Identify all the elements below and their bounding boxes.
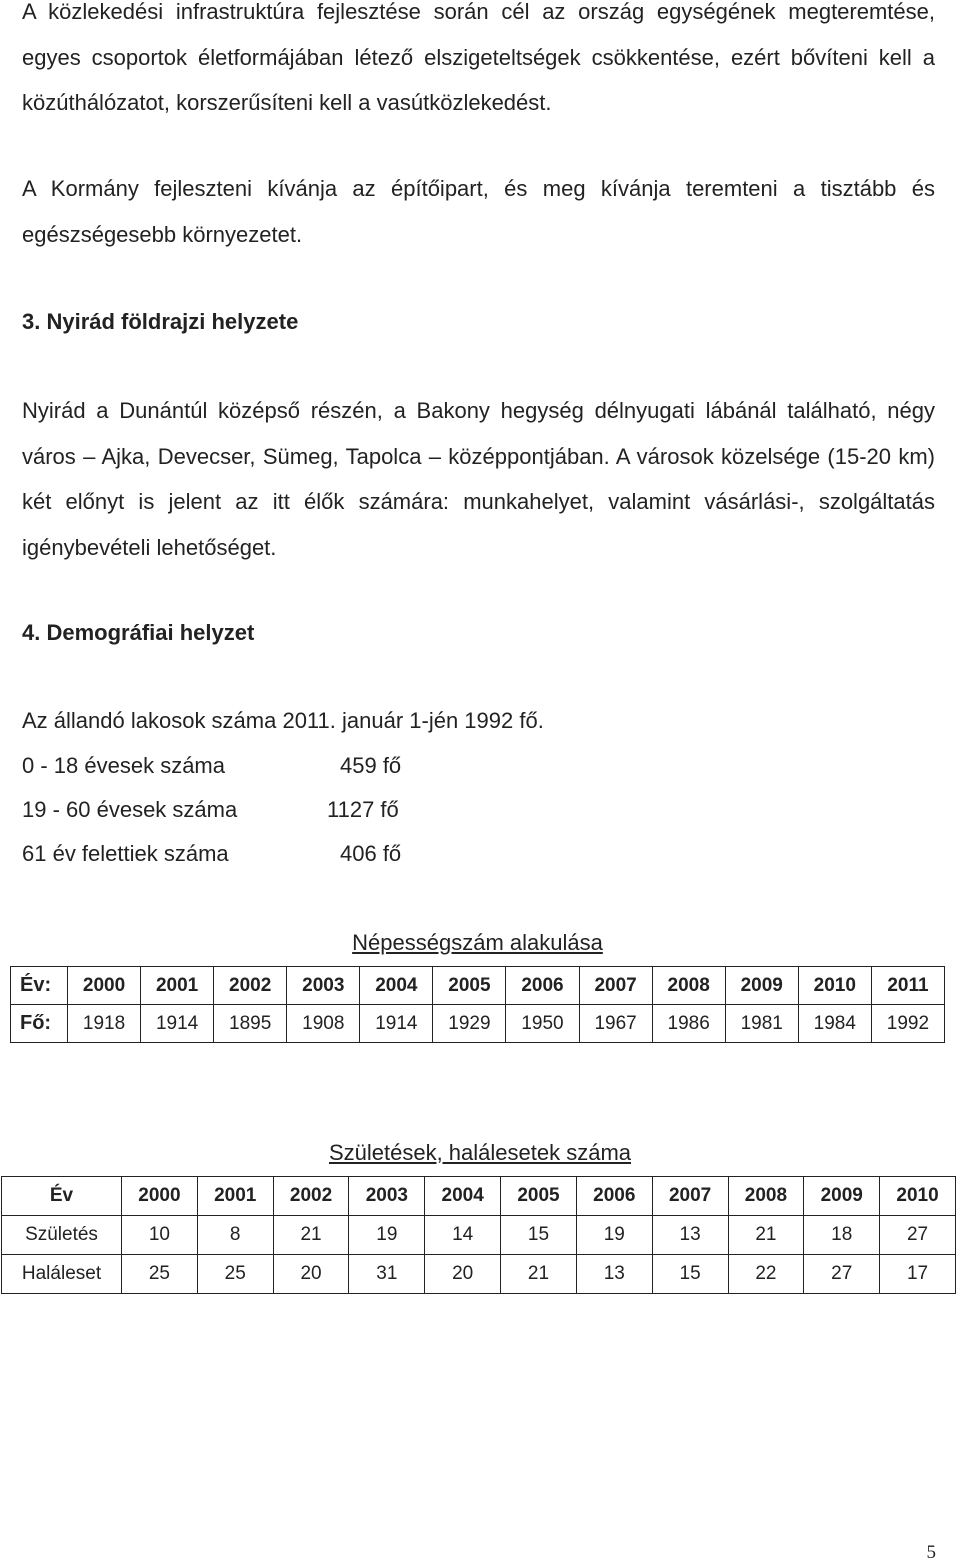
deaths-cell: 31 — [349, 1255, 425, 1294]
population-cell: 1967 — [579, 1005, 652, 1043]
population-cell: 1950 — [506, 1005, 579, 1043]
births-cell: 21 — [273, 1216, 349, 1255]
age-group-label: 0 - 18 évesek száma — [22, 753, 225, 778]
year-cell: 2000 — [68, 967, 141, 1005]
births-cell: 19 — [349, 1216, 425, 1255]
births-cell: 14 — [425, 1216, 501, 1255]
page-number: 5 — [926, 1542, 936, 1563]
population-cell: 1895 — [214, 1005, 287, 1043]
population-cell: 1908 — [287, 1005, 360, 1043]
population-table-caption: Népességszám alakulása — [352, 930, 603, 955]
births-cell: 21 — [728, 1216, 804, 1255]
deaths-cell: 13 — [576, 1255, 652, 1294]
age-group-value: 1127 fő — [327, 797, 399, 822]
births-row — [2, 1216, 956, 1255]
year-cell: 2006 — [576, 1177, 652, 1216]
year-cell: 2001 — [197, 1177, 273, 1216]
year-cell: 2010 — [880, 1177, 956, 1216]
births-deaths-table — [1, 1176, 956, 1294]
deaths-cell: 17 — [880, 1255, 956, 1294]
births-cell: 8 — [197, 1216, 273, 1255]
year-cell: 2004 — [360, 967, 433, 1005]
year-cell: 2005 — [433, 967, 506, 1005]
population-cell: 1986 — [652, 1005, 725, 1043]
population-cell: 1914 — [141, 1005, 214, 1043]
section-3-heading: 3. Nyirád földrajzi helyzete — [22, 309, 299, 334]
intro-paragraph-2: A Kormány fejleszteni kívánja az építőipart, és meg kívánja teremteni a tisztább és egészségesebb környezetet. — [22, 176, 935, 247]
year-cell: 2006 — [506, 967, 579, 1005]
deaths-cell: 22 — [728, 1255, 804, 1294]
population-cell: 1992 — [871, 1005, 944, 1043]
year-cell: 2005 — [501, 1177, 577, 1216]
population-cell: 1981 — [725, 1005, 798, 1043]
year-cell: 2000 — [122, 1177, 198, 1216]
deaths-cell: 25 — [197, 1255, 273, 1294]
year-cell: 2001 — [141, 967, 214, 1005]
age-group-row — [22, 839, 522, 869]
population-summary: Az állandó lakosok száma 2011. január 1-jén 1992 fő. — [22, 708, 544, 733]
row-header: Haláleset — [2, 1255, 122, 1294]
age-group-label: 61 év felettiek száma — [22, 841, 229, 866]
age-group-row — [22, 751, 522, 781]
year-cell: 2007 — [579, 967, 652, 1005]
row-header: Év — [2, 1177, 122, 1216]
year-cell: 2003 — [349, 1177, 425, 1216]
births-deaths-table-caption: Születések, halálesetek száma — [328, 1140, 632, 1165]
age-group-row — [22, 795, 522, 825]
row-header: Év: — [11, 967, 68, 1005]
births-deaths-year-row — [2, 1177, 956, 1216]
year-cell: 2009 — [725, 967, 798, 1005]
population-cell: 1984 — [798, 1005, 871, 1043]
births-cell: 15 — [501, 1216, 577, 1255]
deaths-cell: 20 — [273, 1255, 349, 1294]
row-header: Fő: — [11, 1005, 68, 1043]
population-year-row — [11, 967, 945, 1005]
year-cell: 2004 — [425, 1177, 501, 1216]
deaths-cell: 21 — [501, 1255, 577, 1294]
age-group-value: 406 fő — [340, 841, 402, 866]
age-group-label: 19 - 60 évesek száma — [22, 797, 238, 822]
section-4-heading: 4. Demográfiai helyzet — [22, 620, 255, 645]
deaths-row — [2, 1255, 956, 1294]
year-cell: 2002 — [214, 967, 287, 1005]
births-cell: 10 — [122, 1216, 198, 1255]
year-cell: 2008 — [652, 967, 725, 1005]
year-cell: 2007 — [652, 1177, 728, 1216]
population-table — [10, 966, 945, 1043]
deaths-cell: 27 — [804, 1255, 880, 1294]
births-cell: 19 — [576, 1216, 652, 1255]
deaths-cell: 20 — [425, 1255, 501, 1294]
year-cell: 2008 — [728, 1177, 804, 1216]
year-cell: 2002 — [273, 1177, 349, 1216]
population-cell: 1914 — [360, 1005, 433, 1043]
year-cell: 2009 — [804, 1177, 880, 1216]
deaths-cell: 15 — [652, 1255, 728, 1294]
section-3-paragraph: Nyirád a Dunántúl középső részén, a Bakony hegység délnyugati lábánál található, négy város – Ajka, Devecser, Sümeg, Tapolca – középpontjában. A városok közelsége (15-20 km) két előnyt is jelent az itt élők számára: munkahelyet, valamint vásárlási-, szolgáltatás igénybevételi lehetőséget. — [22, 398, 935, 560]
births-cell: 18 — [804, 1216, 880, 1255]
row-header: Születés — [2, 1216, 122, 1255]
population-cell: 1929 — [433, 1005, 506, 1043]
deaths-cell: 25 — [122, 1255, 198, 1294]
births-cell: 13 — [652, 1216, 728, 1255]
population-cell: 1918 — [68, 1005, 141, 1043]
age-group-value: 459 fő — [340, 753, 402, 778]
births-cell: 27 — [880, 1216, 956, 1255]
year-cell: 2003 — [287, 967, 360, 1005]
year-cell: 2011 — [871, 967, 944, 1005]
population-value-row — [11, 1005, 945, 1043]
year-cell: 2010 — [798, 967, 871, 1005]
intro-paragraph-1: A közlekedési infrastruktúra fejlesztése során cél az ország egységének megteremtése, egyes csoportok életformájában létező elszigeteltségek csökkentése, ezért bővíteni kell a közúthálózatot, korszerűsíteni kell a vasútközlekedést. — [22, 0, 935, 115]
